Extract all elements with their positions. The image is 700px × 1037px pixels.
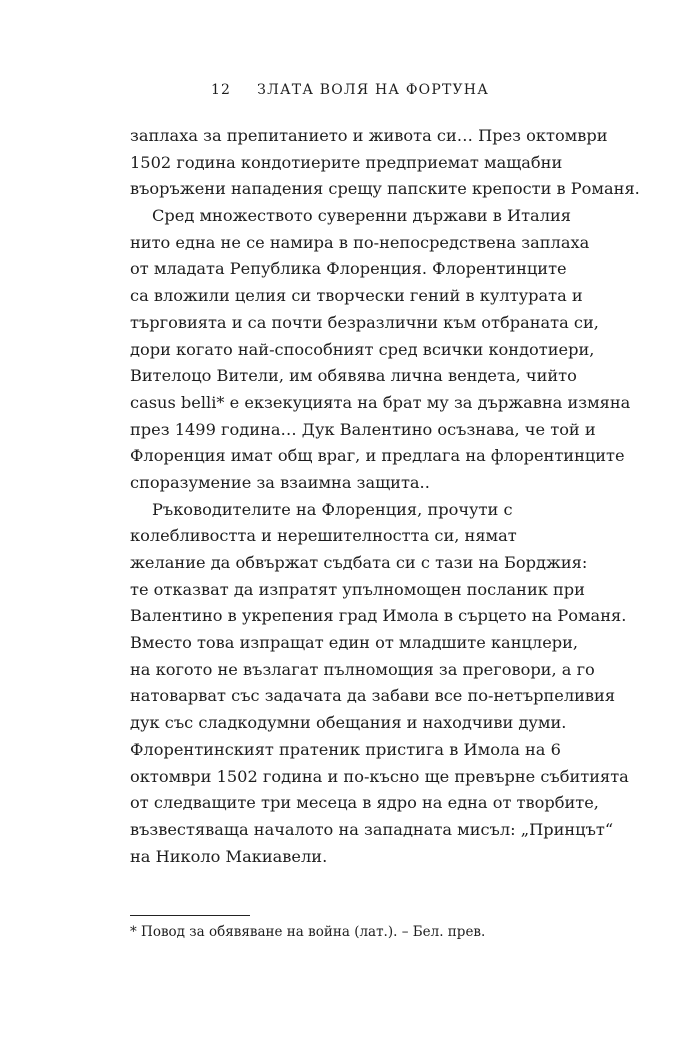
text-line: Флорентинският пратеник пристига в Имола на 6 bbox=[130, 739, 561, 759]
text-line bbox=[130, 497, 600, 524]
text-line: те отказват да изпратят упълномощен посланик при bbox=[130, 579, 585, 599]
text-line: дори когато най-способният сред всички кондотиери, bbox=[130, 339, 595, 359]
text-line: от младата Република Флоренция. Флорентинците bbox=[130, 259, 567, 279]
text-line: споразумение за взаимна защита.. bbox=[130, 472, 430, 492]
text-line: октомври 1502 година и по-късно ще превърне събитията bbox=[130, 766, 629, 786]
page-number: 12 bbox=[210, 82, 232, 98]
text-line: Вителоцо Вители, им обявява лична вендета, чийто bbox=[130, 366, 577, 386]
text-line: са вложили целия си творчески гений в културата и bbox=[130, 286, 583, 306]
text-line: на когото не възлагат пълномощия за преговори, а го bbox=[130, 659, 595, 679]
footnote-divider bbox=[130, 915, 250, 916]
text-line: търговията и са почти безразлични към отбраната си, bbox=[130, 312, 599, 332]
text-line: нито една не се намира в по-непосредствена заплаха bbox=[130, 232, 590, 252]
running-head bbox=[0, 82, 700, 98]
footnote: * Повод за обявяване на война (лат.). – Бел. прев. bbox=[130, 924, 486, 940]
text-line: на Николо Макиавели. bbox=[130, 846, 328, 866]
text-line: 1502 година кондотиерите предприемат мащабни bbox=[130, 152, 563, 172]
text-line: натоварват със задачата да забави все по-нетърпеливия bbox=[130, 686, 616, 706]
text-line: Вместо това изпращат един от младшите канцлери, bbox=[130, 633, 579, 653]
text-line: желание да обвържат съдбата си с тази на Борджия: bbox=[130, 553, 588, 572]
text-line: дук със сладкодумни обещания и находчиви думи. bbox=[130, 713, 567, 733]
text-line: заплаха за препитанието и живота си… През октомври bbox=[130, 126, 608, 145]
text-line: възвестяваща началото на западната мисъл: „Принцът“ bbox=[130, 819, 614, 839]
text-line: casus belli* е екзекуцията на брат му за държавна измяна bbox=[130, 392, 631, 412]
text-line: Флоренция имат общ враг, и предлага на флорентинците bbox=[130, 446, 625, 466]
running-title: ЗЛАТА ВОЛЯ НА ФОРТУНА bbox=[257, 82, 490, 98]
text-line: въоръжени нападения срещу папските крепости в Романя. bbox=[130, 179, 640, 199]
text-line: Валентино в укрепения град Имола в сърцето на Романя. bbox=[130, 606, 627, 626]
text-line: през 1499 година… Дук Валентино осъзнава, че той и bbox=[130, 419, 596, 439]
text-line: от следващите три месеца в ядро на една от творбите, bbox=[130, 793, 599, 813]
paragraph-start: Сред множеството суверенни държави в Италия bbox=[152, 206, 571, 226]
text-line: колебливостта и нерешителността си, нямат bbox=[130, 526, 517, 546]
text-line bbox=[130, 203, 600, 230]
body-text bbox=[130, 123, 640, 870]
paragraph-start: Ръководителите на Флоренция, прочути с bbox=[152, 499, 513, 519]
